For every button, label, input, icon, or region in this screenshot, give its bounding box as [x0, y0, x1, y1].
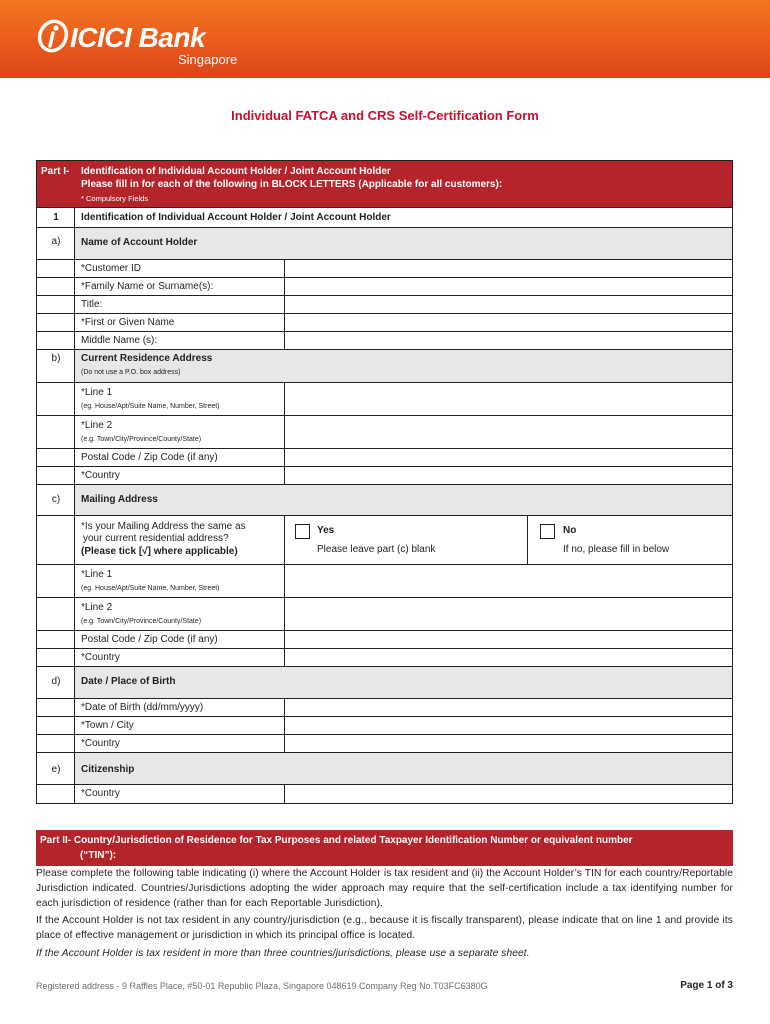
po-box-note: (Do not use a P.O. box address): [81, 369, 181, 376]
field-label: *First or Given Name: [81, 317, 175, 328]
mail-postal-input[interactable]: [284, 631, 732, 648]
field-hint: (eg. House/Apt/Suite Name, Number, Street): [81, 585, 220, 592]
middle-name-input[interactable]: [284, 332, 732, 349]
section-d-letter: d): [51, 676, 61, 687]
no-note: If no, please fill in below: [563, 544, 670, 555]
field-label: *Country: [81, 788, 120, 799]
page-number: Page 1 of 3: [680, 980, 733, 991]
part2-paragraph-2: If the Account Holder is not tax resident in any country/jurisdiction (e.g., because it is fiscally transparent), please indicate that on line 1 and provide its place of effective management or jurisdiction in which its principal office is located.: [36, 915, 733, 941]
section-e-row: [37, 753, 732, 785]
section-a-letter: a): [51, 236, 61, 247]
res-postal-input[interactable]: [284, 449, 732, 466]
section-b-letter: b): [51, 353, 61, 364]
part2-paragraph-3: If the Account Holder is tax resident in more than three countries/jurisdictions, please use a separate sheet.: [36, 948, 530, 959]
title-input[interactable]: [284, 296, 732, 313]
section-e-title: Citizenship: [81, 764, 135, 775]
section-e-letter: e): [51, 764, 61, 775]
section-c-title: Mailing Address: [81, 494, 158, 505]
field-label: *Line 2: [81, 602, 113, 613]
field-hint: (eg. House/Apt/Suite Name, Number, Street): [81, 403, 220, 410]
field-label: *Line 2: [81, 420, 113, 431]
res-line2-input[interactable]: [284, 416, 732, 448]
compulsory-note: * Compulsory Fields: [81, 194, 149, 203]
res-country-row: [37, 467, 732, 485]
field-label: *Country: [81, 738, 120, 749]
field-label: *Family Name or Surname(s):: [81, 281, 214, 292]
mailing-same-row: [37, 516, 732, 565]
field-hint: (e.g. Town/City/Province/County/State): [81, 436, 202, 443]
dob-input[interactable]: [284, 699, 732, 716]
mail-country-input[interactable]: [284, 649, 732, 666]
part2-title: Part II- Country/Jurisdiction of Residence for Tax Purposes and related Taxpayer Identification Number or equivalent number: [40, 835, 633, 846]
section-title: Identification of Individual Account Holder / Joint Account Holder: [81, 212, 391, 223]
customer-id-input[interactable]: [284, 260, 732, 277]
citizenship-country-input[interactable]: [284, 785, 732, 803]
res-postal-row: [37, 449, 732, 467]
bank-region: Singapore: [178, 52, 238, 67]
yes-checkbox[interactable]: [295, 524, 310, 539]
customer-id-row: [37, 260, 732, 278]
dob-row: [37, 699, 732, 717]
birth-town-input[interactable]: [284, 717, 732, 734]
icici-logo-icon: [36, 18, 70, 54]
section-c-letter: c): [51, 494, 61, 505]
mail-line2-input[interactable]: [284, 598, 732, 630]
mail-line2-row: [37, 598, 732, 631]
section-b-row: [37, 350, 732, 383]
field-label: Postal Code / Zip Code (if any): [81, 452, 218, 463]
section-1-row: [37, 208, 732, 228]
part2-header: [36, 830, 733, 866]
part1-header: [37, 161, 732, 208]
section-c-row: [37, 485, 732, 516]
field-label: *Town / City: [81, 720, 134, 731]
field-label: *Line 1: [81, 569, 113, 580]
section-a-title: Name of Account Holder: [81, 237, 198, 248]
field-label: *Customer ID: [81, 263, 142, 274]
first-name-input[interactable]: [284, 314, 732, 331]
bank-name: ICICI Bank: [70, 22, 206, 53]
birth-town-row: [37, 717, 732, 735]
yes-label: Yes: [317, 525, 335, 536]
mail-line1-input[interactable]: [284, 565, 732, 597]
family-name-row: [37, 278, 732, 296]
res-line1-row: [37, 383, 732, 416]
title-row: [37, 296, 732, 314]
section-number: 1: [53, 212, 59, 223]
section-d-title: Date / Place of Birth: [81, 676, 176, 687]
mail-postal-row: [37, 631, 732, 649]
field-label: Postal Code / Zip Code (if any): [81, 634, 218, 645]
part2-paragraph-1: Please complete the following table indicating (i) where the Account Holder is tax resident and (ii) the Account Holder’s TIN for each country/Reportable Jurisdiction indicated. Countries/Jurisdictions adopting the wider approach may require that the self-certification include a tax identifying number for each jurisdiction of residence (rather than for each Reportable Jurisdiction).: [36, 868, 733, 909]
middle-name-row: [37, 332, 732, 350]
part1-label: Part I-: [41, 166, 70, 177]
family-name-input[interactable]: [284, 278, 732, 295]
birth-country-input[interactable]: [284, 735, 732, 752]
field-label: *Country: [81, 652, 120, 663]
birth-country-row: [37, 735, 732, 753]
no-label: No: [563, 525, 577, 536]
res-country-input[interactable]: [284, 467, 732, 484]
part1-subtitle: Please fill in for each of the following in BLOCK LETTERS (Applicable for all customers):: [81, 179, 503, 190]
yes-note: Please leave part (c) blank: [317, 544, 436, 555]
part2-title-cont: (“TIN”):: [80, 850, 117, 861]
field-hint: (e.g. Town/City/Province/County/State): [81, 618, 202, 625]
first-name-row: [37, 314, 732, 332]
no-checkbox[interactable]: [540, 524, 555, 539]
bank-logo: [36, 18, 256, 68]
part1-table: [36, 160, 733, 804]
question-line: (Please tick [√] where applicable): [81, 546, 238, 557]
field-label: Title:: [81, 299, 103, 310]
footer-address: Registered address - 9 Raffles Place, #50-01 Republic Plaza, Singapore 048619 Company Reg No.T03FC6380G: [36, 981, 488, 991]
field-label: *Country: [81, 470, 120, 481]
field-label: Middle Name (s):: [81, 335, 158, 346]
question-line: your current residential address?: [83, 533, 229, 544]
citizenship-country-row: [37, 785, 732, 803]
field-label: *Line 1: [81, 387, 113, 398]
field-label: *Date of Birth (dd/mm/yyyy): [81, 702, 204, 713]
mail-country-row: [37, 649, 732, 667]
section-a-row: [37, 228, 732, 260]
section-b-title: Current Residence Address: [81, 353, 213, 364]
part1-title: Identification of Individual Account Holder / Joint Account Holder: [81, 166, 391, 177]
section-d-row: [37, 667, 732, 699]
question-line: *Is your Mailing Address the same as: [81, 521, 246, 532]
form-title: Individual FATCA and CRS Self-Certification Form: [231, 108, 539, 123]
mail-line1-row: [37, 565, 732, 598]
res-line1-input[interactable]: [284, 383, 732, 415]
res-line2-row: [37, 416, 732, 449]
header-band: [0, 0, 770, 78]
